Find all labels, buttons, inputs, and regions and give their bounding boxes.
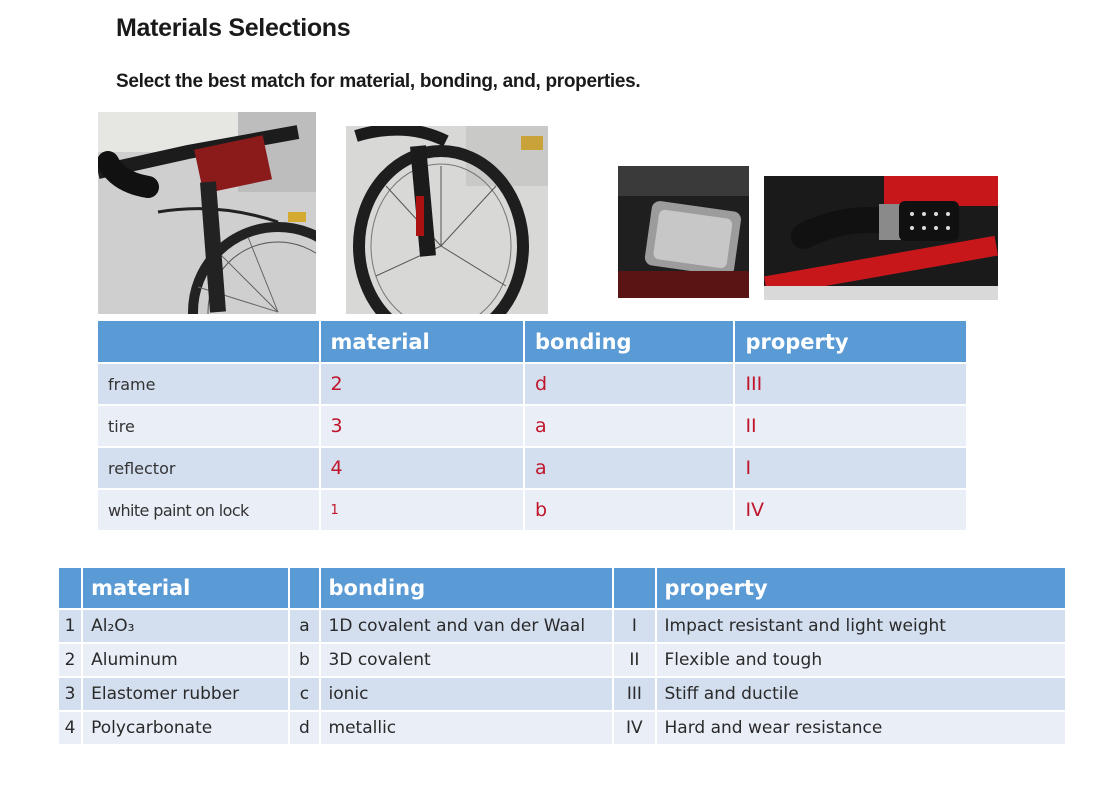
material-answer: 3 [321, 406, 523, 446]
table-row [98, 490, 966, 530]
bike-wheel-photo [346, 126, 548, 314]
bonding-key: d [290, 712, 318, 744]
bonding-key: b [290, 644, 318, 676]
options-header-spacer [614, 568, 654, 608]
answer-header-item [98, 321, 319, 362]
table-row [98, 406, 966, 446]
material-answer: 4 [321, 448, 523, 488]
bonding-key: a [290, 610, 318, 642]
answer-header-material: material [321, 321, 523, 362]
page-title: Materials Selections [116, 14, 351, 42]
material-answer: 1 [321, 490, 523, 530]
property-key: I [614, 610, 654, 642]
bonding-option: 1D covalent and van der Waal [321, 610, 613, 642]
material-option: Polycarbonate [83, 712, 288, 744]
material-option: Al₂O₃ [83, 610, 288, 642]
bonding-option: 3D covalent [321, 644, 613, 676]
item-label: white paint on lock [98, 490, 319, 530]
property-option: Hard and wear resistance [657, 712, 1066, 744]
options-header-property: property [657, 568, 1066, 608]
bonding-answer: b [525, 490, 733, 530]
answer-header-property: property [735, 321, 966, 362]
table-row [59, 644, 1065, 676]
options-table [57, 566, 1067, 746]
material-number: 4 [59, 712, 81, 744]
bonding-option: metallic [321, 712, 613, 744]
options-header-spacer [59, 568, 81, 608]
answer-header-bonding: bonding [525, 321, 733, 362]
material-option: Aluminum [83, 644, 288, 676]
property-answer: II [735, 406, 966, 446]
answer-table [96, 319, 968, 532]
options-header-bonding: bonding [321, 568, 613, 608]
material-number: 1 [59, 610, 81, 642]
bonding-answer: d [525, 364, 733, 404]
options-header-spacer [290, 568, 318, 608]
bonding-answer: a [525, 448, 733, 488]
property-option: Flexible and tough [657, 644, 1066, 676]
property-key: IV [614, 712, 654, 744]
property-key: II [614, 644, 654, 676]
lock-photo [764, 176, 998, 300]
property-answer: IV [735, 490, 966, 530]
material-option: Elastomer rubber [83, 678, 288, 710]
table-row [59, 712, 1065, 744]
material-number: 3 [59, 678, 81, 710]
item-label: reflector [98, 448, 319, 488]
property-answer: I [735, 448, 966, 488]
material-answer: 2 [321, 364, 523, 404]
table-row [98, 448, 966, 488]
bonding-answer: a [525, 406, 733, 446]
bonding-option: ionic [321, 678, 613, 710]
item-label: frame [98, 364, 319, 404]
table-row [98, 364, 966, 404]
table-row [59, 678, 1065, 710]
reflector-photo [618, 166, 749, 298]
options-header-material: material [83, 568, 288, 608]
item-label: tire [98, 406, 319, 446]
instructions: Select the best match for material, bonding, and, properties. [116, 71, 641, 92]
property-option: Stiff and ductile [657, 678, 1066, 710]
property-option: Impact resistant and light weight [657, 610, 1066, 642]
bike-front-photo [98, 112, 316, 314]
material-number: 2 [59, 644, 81, 676]
bonding-key: c [290, 678, 318, 710]
property-answer: III [735, 364, 966, 404]
table-row [59, 610, 1065, 642]
property-key: III [614, 678, 654, 710]
